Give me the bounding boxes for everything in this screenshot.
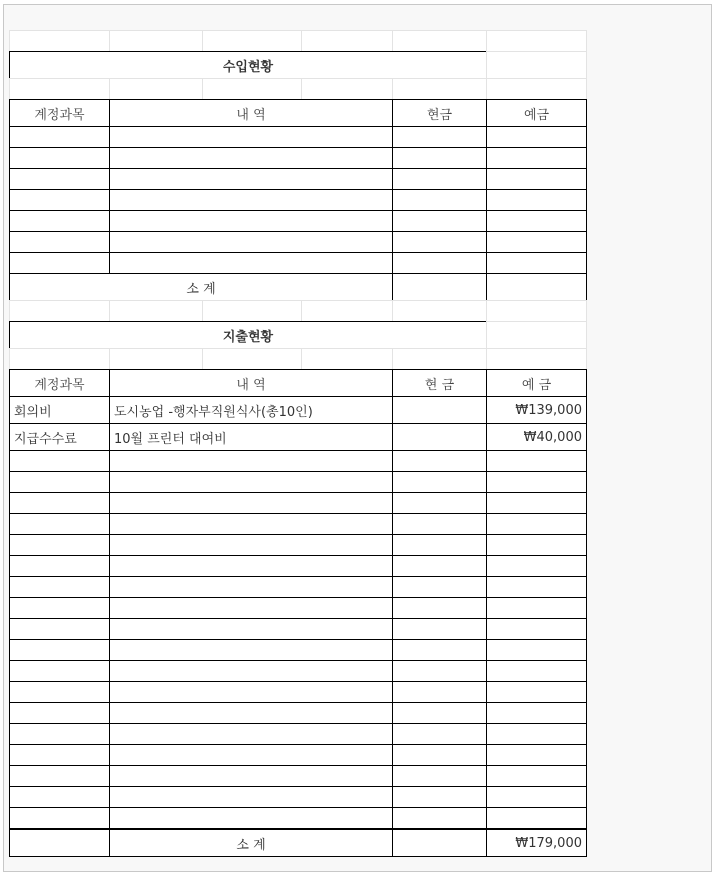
income-account-cell [9,168,110,190]
income-detail-cell [109,210,393,232]
expense-account-cell [9,660,110,682]
expense-cash-cell [392,597,487,619]
expense-detail: 도시농업 -행자부직원식사(총10인) [109,396,393,424]
expense-detail-cell [109,555,393,577]
income-deposit-cell [486,189,587,211]
expense-detail-cell [109,534,393,556]
income-deposit-cell [486,126,587,148]
income-detail-cell [109,189,393,211]
grid-cell [301,30,393,52]
expense-account: 회의비 [9,396,110,424]
expense-deposit-cell [486,513,587,535]
grid-cell [109,348,203,370]
spreadsheet-frame [3,4,712,872]
income-detail-cell [109,147,393,169]
expense-header-cash: 현 금 [392,369,487,397]
expense-detail-cell [109,597,393,619]
expense-cash-cell [392,534,487,556]
income-header-cash: 현금 [392,99,487,127]
expense-deposit-cell [486,450,587,472]
expense-account-cell [9,576,110,598]
expense-cash-cell [392,744,487,766]
expense-detail-cell [109,492,393,514]
income-subtotal-cash [392,273,487,301]
expense-deposit: ₩139,000 [486,396,587,424]
grid-cell [392,348,487,370]
expense-account-cell [9,555,110,577]
expense-cash-cell [392,702,487,724]
expense-title: 지출현황 [9,321,487,349]
grid-cell [109,78,203,100]
expense-detail: 10월 프린터 대여비 [109,423,393,451]
income-header-account: 계정과목 [9,99,110,127]
grid-cell [486,78,587,100]
expense-cash-cell [392,450,487,472]
income-header-deposit: 예금 [486,99,587,127]
expense-account-cell [9,450,110,472]
expense-detail-cell [109,450,393,472]
expense-account-cell [9,471,110,493]
income-account-cell [9,210,110,232]
income-detail-cell [109,252,393,274]
income-cash-cell [392,126,487,148]
expense-detail-cell [109,660,393,682]
expense-cash-cell [392,618,487,640]
income-cash-cell [392,252,487,274]
income-cash-cell [392,210,487,232]
expense-detail-cell [109,702,393,724]
expense-cash-cell [392,723,487,745]
grid-cell [109,30,203,52]
expense-cash-cell [392,807,487,829]
expense-deposit-cell [486,618,587,640]
expense-detail-cell [109,681,393,703]
income-detail-cell [109,231,393,253]
grid-cell [486,348,587,370]
expense-account-cell [9,681,110,703]
expense-detail-cell [109,576,393,598]
expense-detail-cell [109,618,393,640]
expense-account-cell [9,513,110,535]
income-deposit-cell [486,231,587,253]
grid-cell [486,30,587,52]
income-account-cell [9,231,110,253]
expense-subtotal-deposit: ₩179,000 [486,829,587,857]
grid-cell [392,300,487,322]
expense-account-cell [9,618,110,640]
income-deposit-cell [486,168,587,190]
expense-account-cell [9,807,110,829]
grid-cell [9,78,110,100]
expense-account-cell [9,765,110,787]
expense-deposit-cell [486,807,587,829]
grid-cell [9,348,110,370]
expense-detail-cell [109,786,393,808]
expense-cash-cell [392,681,487,703]
expense-cash-cell [392,555,487,577]
grid-cell [486,300,587,322]
expense-account-cell [9,744,110,766]
expense-subtotal-cash [392,829,487,857]
income-title: 수입현황 [9,51,487,79]
expense-cash [392,423,487,451]
expense-deposit-cell [486,597,587,619]
expense-cash [392,396,487,424]
income-account-cell [9,189,110,211]
expense-header-detail: 내 역 [109,369,393,397]
expense-header-deposit: 예 금 [486,369,587,397]
expense-detail-cell [109,471,393,493]
expense-deposit-cell [486,555,587,577]
expense-account-cell [9,702,110,724]
expense-account-cell [9,786,110,808]
expense-detail-cell [109,744,393,766]
grid-cell [202,300,302,322]
expense-account-cell [9,597,110,619]
expense-deposit-cell [486,723,587,745]
income-deposit-cell [486,252,587,274]
expense-detail-cell [109,807,393,829]
expense-account-cell [9,492,110,514]
expense-deposit-cell [486,576,587,598]
income-cash-cell [392,168,487,190]
expense-cash-cell [392,576,487,598]
income-cash-cell [392,147,487,169]
income-deposit-cell [486,147,587,169]
income-account-cell [9,147,110,169]
expense-detail-cell [109,513,393,535]
expense-cash-cell [392,660,487,682]
income-deposit-cell [486,210,587,232]
expense-deposit-cell [486,765,587,787]
expense-cash-cell [392,471,487,493]
expense-deposit-cell [486,744,587,766]
grid-cell [486,321,587,349]
expense-deposit-cell [486,639,587,661]
income-detail-cell [109,126,393,148]
grid-cell [301,348,393,370]
grid-cell [202,348,302,370]
expense-deposit-cell [486,702,587,724]
expense-deposit-cell [486,786,587,808]
income-subtotal-label: 소 계 [9,273,393,301]
expense-subtotal-account [9,829,110,857]
expense-header-account: 계정과목 [9,369,110,397]
income-header-detail: 내 역 [109,99,393,127]
income-cash-cell [392,189,487,211]
expense-cash-cell [392,513,487,535]
expense-deposit-cell [486,471,587,493]
grid-cell [301,300,393,322]
expense-deposit-cell [486,681,587,703]
expense-account-cell [9,723,110,745]
grid-cell [392,30,487,52]
income-detail-cell [109,168,393,190]
grid-cell [109,300,203,322]
grid-cell [202,30,302,52]
income-cash-cell [392,231,487,253]
grid-cell [392,78,487,100]
ledger-sheet [9,30,586,857]
expense-deposit-cell [486,492,587,514]
grid-cell [202,78,302,100]
expense-detail-cell [109,765,393,787]
expense-cash-cell [392,765,487,787]
income-account-cell [9,126,110,148]
expense-deposit: ₩40,000 [486,423,587,451]
grid-cell [301,78,393,100]
expense-cash-cell [392,786,487,808]
expense-deposit-cell [486,660,587,682]
grid-cell [486,51,587,79]
income-account-cell [9,252,110,274]
grid-cell [9,300,110,322]
expense-account: 지급수수료 [9,423,110,451]
expense-account-cell [9,534,110,556]
expense-detail-cell [109,723,393,745]
expense-deposit-cell [486,534,587,556]
expense-subtotal-label: 소 계 [109,829,393,857]
expense-account-cell [9,639,110,661]
expense-cash-cell [392,492,487,514]
grid-cell [9,30,110,52]
expense-cash-cell [392,639,487,661]
income-subtotal-deposit [486,273,587,301]
expense-detail-cell [109,639,393,661]
